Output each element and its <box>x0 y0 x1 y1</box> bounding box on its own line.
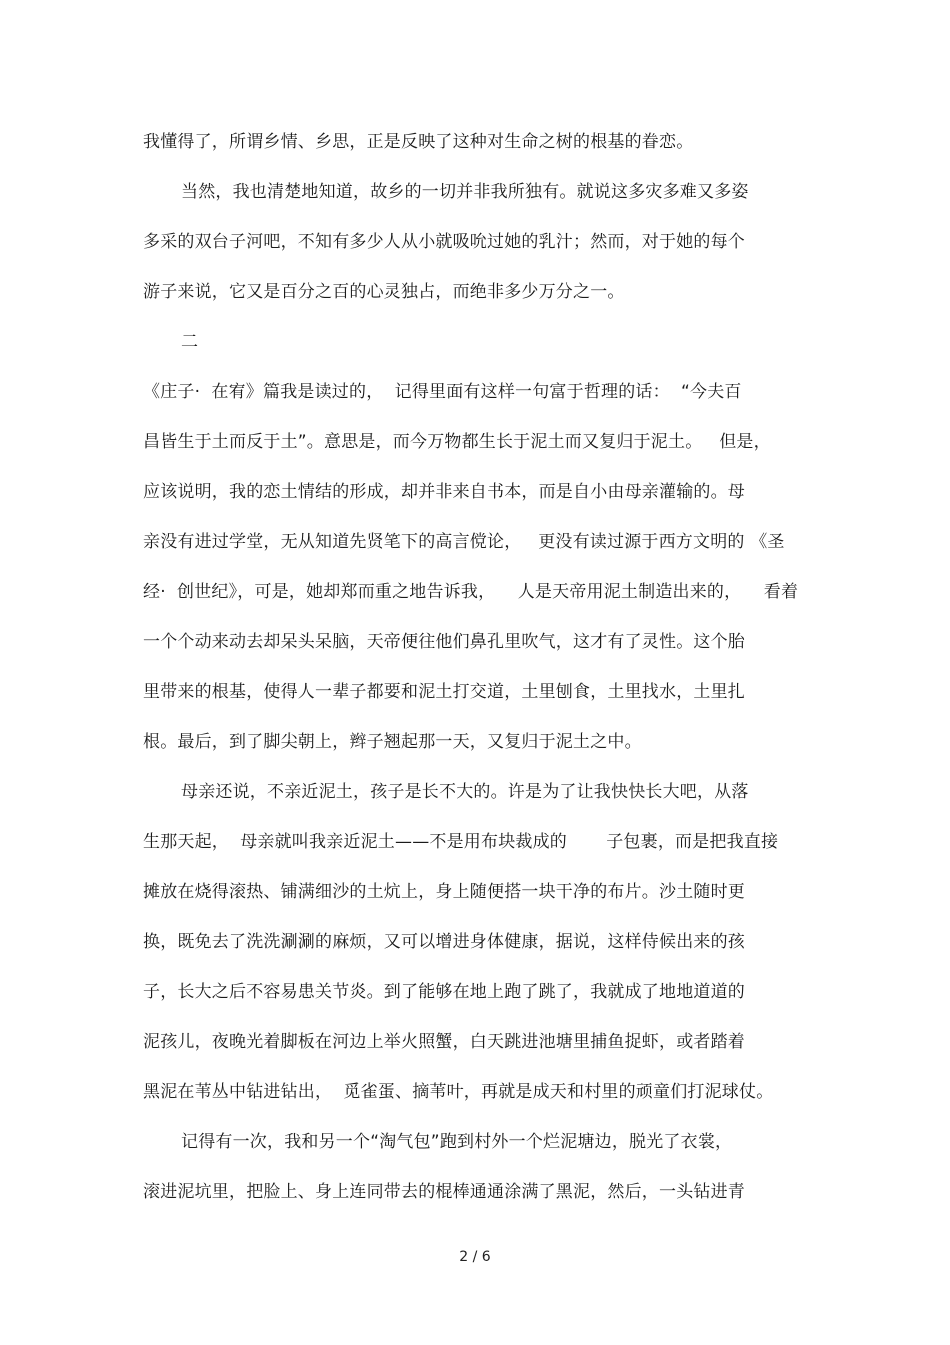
text-line: 泥孩儿，夜晚光着脚板在河边上举火照蟹，白天跳进池塘里捕鱼捉虾，或者踏着 <box>143 1032 745 1052</box>
text-line: 母亲还说，不亲近泥土，孩子是长不大的。许是为了让我快快长大吧，从落 <box>181 782 749 802</box>
text-line: 记得有一次，我和另一个“淘气包”跑到村外一个烂泥塘边，脱光了衣裳， <box>181 1132 733 1152</box>
text-line: 摊放在烧得滚热、铺满细沙的土炕上，身上随便搭一块干净的布片。沙土随时更 <box>143 882 745 902</box>
text-line: 换，既免去了洗洗涮涮的麻烦，又可以增进身体健康，据说，这样侍候出来的孩 <box>143 932 745 952</box>
section-heading: 二 <box>181 332 199 352</box>
text-line: 当然，我也清楚地知道，故乡的一切并非我所独有。就说这多灾多难又多姿 <box>181 182 749 202</box>
text-line: 子，长大之后不容易患关节炎。到了能够在地上跑了跳了，我就成了地地道道的 <box>143 982 745 1002</box>
text-line: 《庄子· 在宥》篇我是读过的， 记得里面有这样一句富于哲理的话： “今夫百 <box>143 382 742 402</box>
text-line: 里带来的根基，使得人一辈子都要和泥土打交道，土里刨食，土里找水，土里扎 <box>143 682 745 702</box>
text-line: 游子来说，它又是百分之百的心灵独占，而绝非多少万分之一。 <box>143 282 625 302</box>
text-line: 生那天起， 母亲就叫我亲近泥土——不是用布块裁成的 子包裹，而是把我直接 <box>143 832 779 852</box>
text-line: 滚进泥坑里，把脸上、身上连同带去的棍棒通通涂满了黑泥，然后，一头钻进青 <box>143 1182 745 1202</box>
text-line: 一个个动来动去却呆头呆脑，天帝便往他们鼻孔里吹气，这才有了灵性。这个胎 <box>143 632 745 652</box>
text-line: 黑泥在苇丛中钻进钻出， 觅雀蛋、摘苇叶，再就是成天和村里的顽童们打泥球仗。 <box>143 1082 774 1102</box>
text-line: 昌皆生于土而反于土”。意思是，而今万物都生长于泥土而又复归于泥土。 但是， <box>143 432 771 452</box>
text-line: 亲没有进过学堂，无从知道先贤笔下的高言傥论， 更没有读过源于西方文明的 《圣 <box>143 532 785 552</box>
text-line: 根。最后，到了脚尖朝上，辫子翘起那一天，又复归于泥土之中。 <box>143 732 642 752</box>
text-line: 多采的双台子河吧，不知有多少人从小就吸吮过她的乳汁；然而，对于她的每个 <box>143 232 745 252</box>
text-line: 经· 创世纪》，可是，她却郑而重之地告诉我， 人是天帝用泥土制造出来的， 看着 <box>143 582 799 602</box>
text-line: 我懂得了，所谓乡情、乡思，正是反映了这种对生命之树的根基的眷恋。 <box>143 132 694 152</box>
text-line: 应该说明，我的恋土情结的形成，却并非来自书本，而是自小由母亲灌输的。母 <box>143 482 745 502</box>
page-number: 2 / 6 <box>459 1249 491 1265</box>
